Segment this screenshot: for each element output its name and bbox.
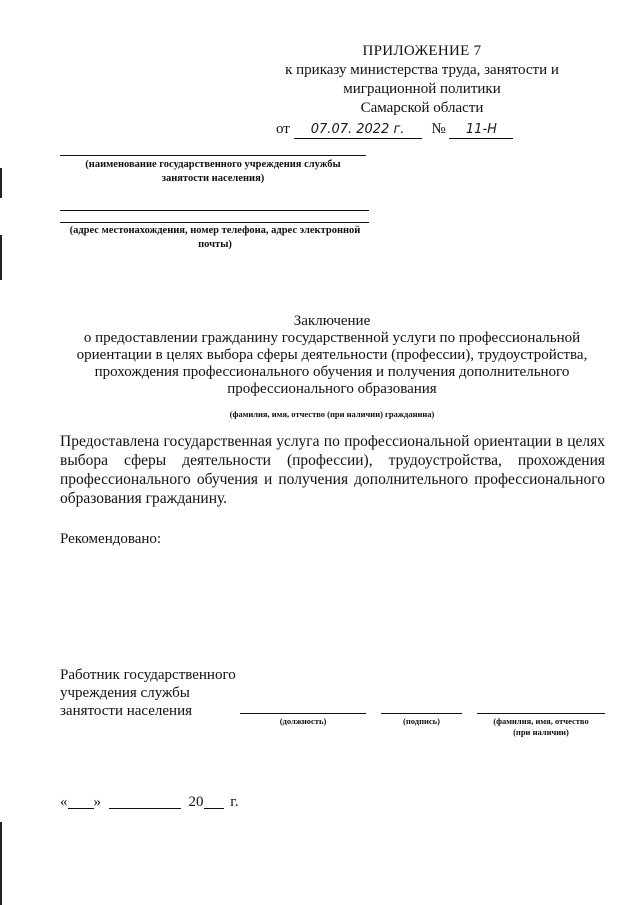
order-date-value: 07.07. 2022 г. [294, 122, 422, 139]
position-line[interactable] [240, 713, 366, 714]
order-date-line [262, 120, 582, 139]
signatory-line: учреждения службы [60, 685, 190, 701]
year-blank[interactable] [204, 794, 224, 809]
close-quote: » [93, 794, 101, 810]
appendix-header [262, 42, 582, 139]
signatory-line: Работник государственного [60, 667, 236, 683]
address-caption-line: (адрес местонахождения, номер телефона, адрес электронной [69, 225, 361, 236]
conclusion-line: ориентации в целях выбора сферы деятельности (профессии), трудоустройства, [76, 347, 588, 363]
scan-edge-mark [0, 235, 2, 280]
appendix-title: ПРИЛОЖЕНИЕ 7 [362, 43, 482, 59]
institution-caption [60, 158, 366, 186]
full-name-caption-line: (при наличии) [513, 727, 569, 737]
service-paragraph: Предоставлена государственная услуга по профессиональной ориентации в целях выбора сферы деятельности (профессии), трудоустройства, прохождения профессионального обучения и получения дополнительного профессионального образования гражданину. [60, 433, 605, 507]
conclusion-line: прохождения профессионального обучения и получения дополнительного [94, 364, 570, 380]
full-name-line[interactable] [477, 713, 605, 714]
citizen-name-caption: (фамилия, имя, отчество (при наличии) гражданина) [229, 409, 435, 419]
month-blank[interactable] [109, 794, 181, 809]
recommended-label: Рекомендовано: [60, 531, 162, 547]
year-prefix: 20 [188, 794, 204, 810]
institution-name-line[interactable] [60, 155, 366, 156]
address-caption-line: почты) [198, 239, 232, 250]
address-line[interactable] [60, 222, 369, 223]
scan-edge-mark [0, 822, 2, 905]
number-label: № [431, 121, 446, 137]
conclusion-block [60, 313, 604, 398]
signature-line[interactable] [381, 713, 462, 714]
position-caption: (должность) [279, 716, 327, 726]
year-suffix: г. [230, 794, 239, 810]
from-label: от [276, 121, 290, 137]
open-quote: « [60, 794, 68, 810]
appendix-line: Самарской области [360, 100, 484, 116]
institution-caption-line: занятости населения) [161, 173, 265, 184]
date-footer [60, 793, 238, 811]
institution-caption-line: (наименование государственного учреждения службы [85, 159, 341, 170]
conclusion-line: профессионального образования [227, 381, 437, 397]
full-name-caption [477, 716, 605, 738]
conclusion-heading: Заключение [293, 313, 371, 329]
day-blank[interactable] [68, 794, 94, 809]
address-line[interactable] [60, 210, 369, 211]
address-caption [58, 224, 372, 252]
signatory-line: занятости населения [60, 703, 193, 719]
full-name-caption-line: (фамилия, имя, отчество [493, 716, 589, 726]
signatory-label [60, 666, 236, 720]
conclusion-line: о предоставлении гражданину государственной услуги по профессиональной [83, 330, 581, 346]
scan-edge-mark [0, 168, 2, 198]
signature-caption: (подпись) [403, 716, 440, 726]
appendix-line: миграционной политики [343, 81, 501, 97]
appendix-line: к приказу министерства труда, занятости и [285, 62, 559, 78]
order-number-value: 11-Н [449, 122, 513, 139]
